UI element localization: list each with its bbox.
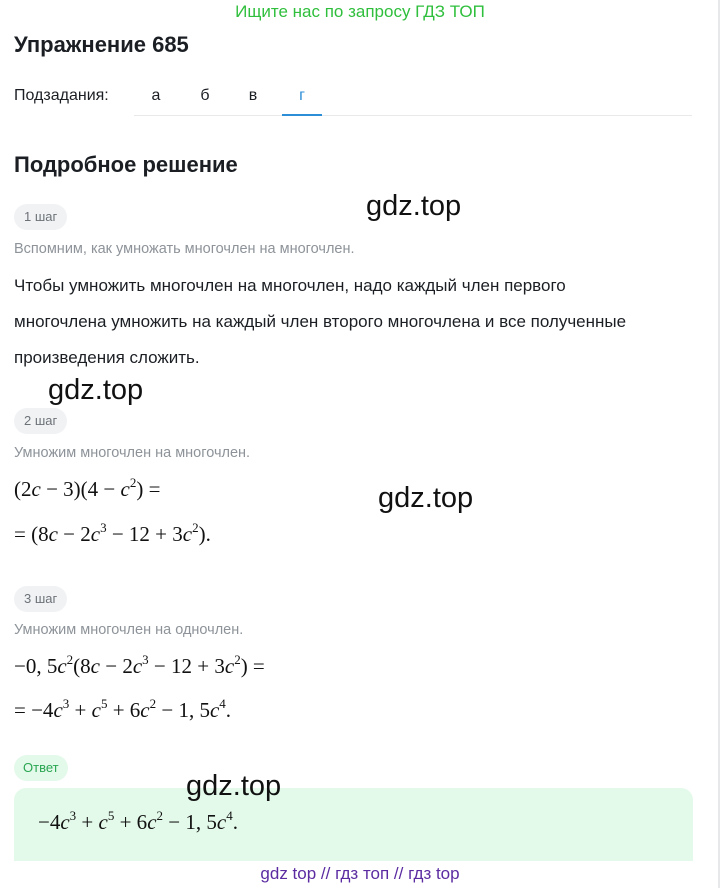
subtask-tab-v[interactable]: в (248, 87, 258, 104)
watermark: gdz.top (186, 770, 282, 802)
answer-badge: Ответ (14, 755, 68, 781)
subtask-tab-b[interactable]: б (200, 87, 210, 104)
subtask-tab-a[interactable]: а (151, 87, 161, 104)
watermark: gdz.top (378, 482, 474, 514)
answer-formula: $-4c^3 + c^5 + 6c^2 - 1$, $5c^4$. (38, 808, 238, 834)
watermark: gdz.top (48, 374, 144, 406)
page-title: Упражнение 685 (14, 32, 189, 57)
step-2-formula-line-1: $(2c - 3)(4 - c^2)$ = (14, 475, 161, 501)
solution-heading: Подробное решение (14, 152, 238, 177)
subtasks-label: Подзадания: (14, 87, 109, 104)
step-3-formula-line-2: = $-4c^3 + c^5 + 6c^2 - 1$, $5c^4$. (14, 696, 232, 722)
step-3-hint: Умножим многочлен на одночлен. (14, 622, 244, 638)
subtask-tabs (134, 78, 692, 116)
step-1-line: многочлена умножить на каждый член второго многочлена и все полученные (14, 312, 627, 331)
step-3-formula-line-1: −0, $5c^2(8c - 2c^3 - 12 + 3c^2)$ = (14, 652, 265, 678)
step-1-line: Чтобы умножить многочлен на многочлен, надо каждый член первого (14, 276, 566, 295)
subtask-tab-g[interactable]: г (282, 78, 322, 116)
step-1-text (14, 268, 704, 376)
step-1-line: произведения сложить. (14, 348, 200, 367)
watermark: gdz.top (366, 190, 462, 222)
step-2-formula-line-2: = $(8c - 2c^3 - 12 + 3c^2)$. (14, 520, 211, 546)
step-1-hint: Вспомним, как умножать многочлен на многочлен. (14, 241, 355, 257)
footer-links: gdz top // гдз топ // гдз top (260, 864, 460, 883)
answer-box (14, 788, 693, 861)
step-3-badge: 3 шаг (14, 586, 67, 612)
step-1-badge: 1 шаг (14, 204, 67, 230)
promo-banner: Ищите нас по запросу ГДЗ ТОП (235, 2, 485, 21)
step-2-hint: Умножим многочлен на многочлен. (14, 445, 251, 461)
step-2-badge: 2 шаг (14, 408, 67, 434)
